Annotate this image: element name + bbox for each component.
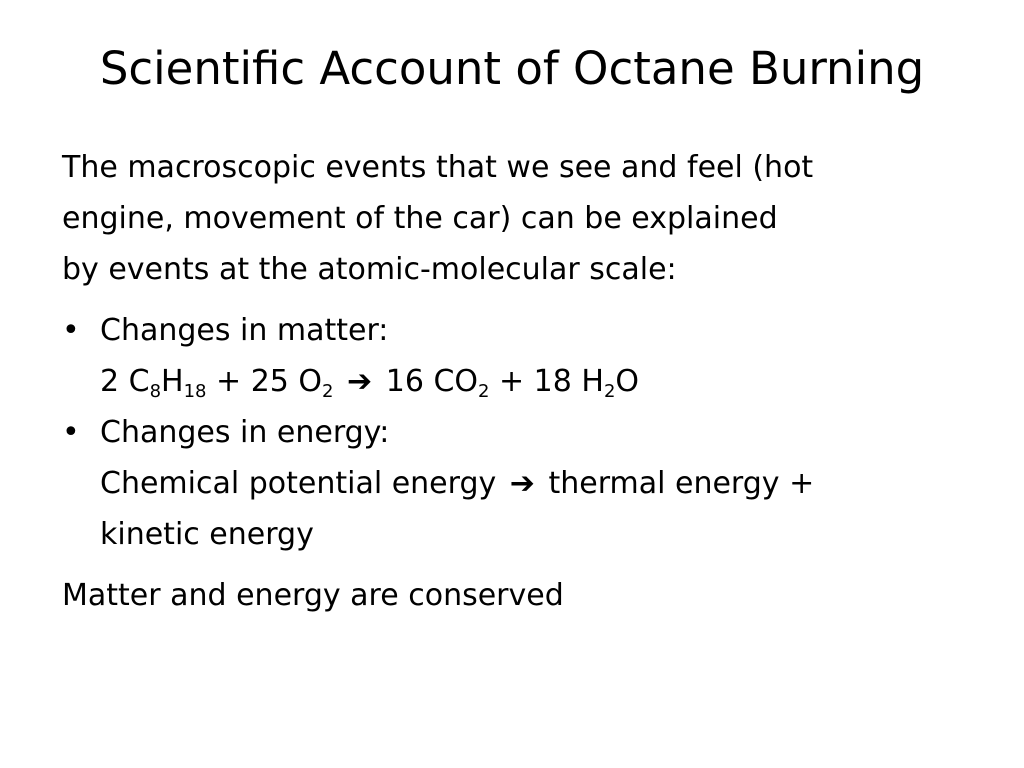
eq-product-water-h: + 18 H: [489, 364, 604, 399]
eq-product-water-o: O: [615, 364, 640, 399]
energy-line-1: [100, 458, 962, 509]
arrow-icon: ➔: [509, 466, 535, 501]
eq-sub-h2o: 2: [603, 381, 616, 402]
bullet-energy: [62, 407, 962, 560]
intro-line-2: engine, movement of the car) can be explained: [62, 201, 778, 236]
eq-reactant-octane-h: H: [161, 364, 184, 399]
energy-line-2: kinetic energy: [100, 517, 314, 552]
eq-sub-c: 8: [149, 381, 162, 402]
conclusion: Matter and energy are conserved: [62, 578, 564, 613]
eq-product-co2: 16 CO: [385, 364, 479, 399]
intro-line-3: by events at the atomic-molecular scale:: [62, 252, 677, 287]
bullet-matter: [62, 305, 962, 407]
bullet-energy-heading: Changes in energy:: [100, 415, 390, 450]
bullet-marker: •: [62, 415, 80, 450]
slide-title: Scientific Account of Octane Burning: [99, 42, 925, 95]
intro-paragraph: [62, 142, 962, 295]
intro-line-1: The macroscopic events that we see and feel (hot: [62, 150, 814, 185]
eq-reactant-oxygen: + 25 O: [206, 364, 323, 399]
bullet-matter-heading: Changes in matter:: [100, 313, 389, 348]
combustion-equation: [100, 356, 962, 407]
eq-sub-h: 18: [183, 381, 207, 402]
eq-sub-o: 2: [322, 381, 334, 402]
eq-reactant-octane-c: 2 C: [100, 364, 150, 399]
bullet-marker: •: [62, 313, 80, 348]
energy-chemical: Chemical potential energy: [100, 466, 497, 501]
energy-thermal: thermal energy +: [548, 466, 815, 501]
arrow-icon: ➔: [347, 364, 373, 399]
eq-sub-co2: 2: [478, 381, 490, 402]
slide-body: [62, 142, 962, 621]
